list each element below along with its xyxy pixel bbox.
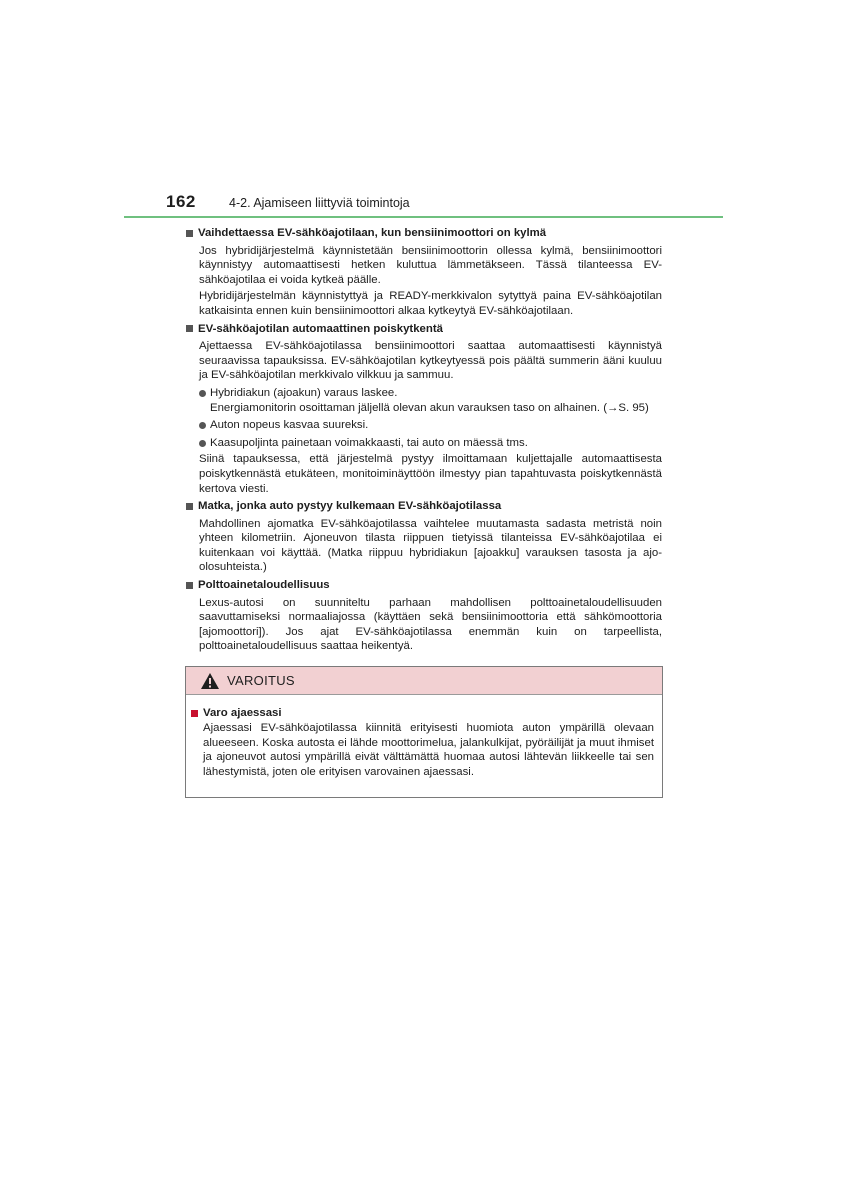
warning-item-title: Varo ajaessasi <box>203 707 282 719</box>
section-heading: Polttoainetaloudellisuus <box>198 579 330 592</box>
page-number: 162 <box>166 192 196 211</box>
warning-triangle-icon <box>200 672 220 690</box>
paragraph: Siinä tapauksessa, että järjestelmä pystyy ilmoittamaan kuljettajalle automaattisesta poiskytkennästä etukäteen, monitoiminäyttöön ilmestyy pian tapahtuvasta poiskytkennästä kertova viesti. <box>199 453 662 495</box>
section-heading: EV-sähköajotilan automaattinen poiskytkentä <box>198 322 443 335</box>
section-heading: Vaihdettaessa EV-sähköajotilaan, kun bensiinimoottori on kylmä <box>198 227 547 239</box>
warning-label: VAROITUS <box>227 673 295 688</box>
warning-box <box>185 666 663 798</box>
main-content <box>186 226 662 657</box>
square-bullet-icon <box>186 230 193 237</box>
paragraph: Hybridijärjestelmän käynnistyttyä ja READY-merkkivalon sytyttyä paina EV-sähköajotilan katkaisinta ennen kuin bensiinimoottori alkaa kytkeytyä EV-sähköajotilaan. <box>199 290 662 317</box>
list-item-text: Hybridiakun (ajoakun) varaus laskee. <box>210 386 398 399</box>
paragraph: Mahdollinen ajomatka EV-sähköajotilassa vaihtelee muutamasta sadasta metristä noin yhteen kilometriin. Ajoneuvon tilasta riippuen tietyissä tilanteissa EV-sähköajotilaa ei kuitenkaan voi käyttää. (Matka riippuu hybridiakun [ajoakku] varauksen tasosta ja ajo-olosuhteista.) <box>199 517 662 574</box>
round-bullet-icon <box>199 390 206 397</box>
section-ev-auto-cancel <box>186 322 662 497</box>
section-title: 4-2. Ajamiseen liittyviä toimintoja <box>229 196 410 210</box>
paragraph: Lexus-autosi on suunniteltu parhaan mahdollisen polttoainetaloudellisuuden saavuttamiseksi normaaliajossa (käyttäen sekä bensiinimoottoria että sähkömoottoria [ajomoottori]). Jos ajat EV-sähköajotilassa enemmän kuin on tarpeellista, polttoainetaloudellisuus saattaa heikentyä. <box>199 596 662 653</box>
list-item-text: Auton nopeus kasvaa suureksi. <box>210 419 369 432</box>
section-ev-cold-engine <box>186 226 662 319</box>
square-bullet-icon <box>186 503 193 510</box>
header-rule <box>124 216 723 218</box>
paragraph: Jos hybridijärjestelmä käynnistetään bensiinimoottorin ollessa kylmä, bensiinimoottori käynnistyy automaattisesti hetken kuluttua lämmetäkseen. Tässä tilanteessa EV-sähköajotilaa ei voida kytkeä päälle. <box>199 244 662 286</box>
round-bullet-icon <box>199 440 206 447</box>
list-item <box>199 386 662 415</box>
warning-header <box>186 667 662 695</box>
section-fuel-economy <box>186 578 662 654</box>
list-item <box>199 418 662 433</box>
section-ev-distance <box>186 499 662 575</box>
red-square-bullet-icon <box>191 710 198 717</box>
warning-item-text: Ajaessasi EV-sähköajotilassa kiinnitä erityisesti huomiota auton ympärillä olevaan alueeseen. Koska autosta ei lähde moottorimelua, jalankulkijat, pyöräilijät ja muut ihmiset ja ajoneuvot autosi ympärillä eivät välttämättä huomaa autosi lähtevän liikkeelle tai sen lähestymistä, joten ole erityisen varovainen ajaessasi. <box>203 722 654 778</box>
list-item-text: Kaasupoljinta painetaan voimakkaasti, tai auto on mäessä tms. <box>210 436 528 449</box>
list-item <box>199 436 662 451</box>
section-heading: Matka, jonka auto pystyy kulkemaan EV-sähköajotilassa <box>198 500 502 513</box>
round-bullet-icon <box>199 422 206 429</box>
square-bullet-icon <box>186 325 193 332</box>
square-bullet-icon <box>186 582 193 589</box>
paragraph: Ajettaessa EV-sähköajotilassa bensiinimoottori saattaa automaattisesti käynnistyä seuraavissa tapauksissa. EV-sähköajotilan kytkeytyessä pois päältä summerin ääni kuuluu ja EV-sähköajotilan merkkivalo vilkkuu ja sammuu. <box>199 340 662 382</box>
list-item-subtext: Energiamonitorin osoittaman jäljellä olevan akun varauksen taso on alhainen. (→S. 95) <box>210 401 649 414</box>
